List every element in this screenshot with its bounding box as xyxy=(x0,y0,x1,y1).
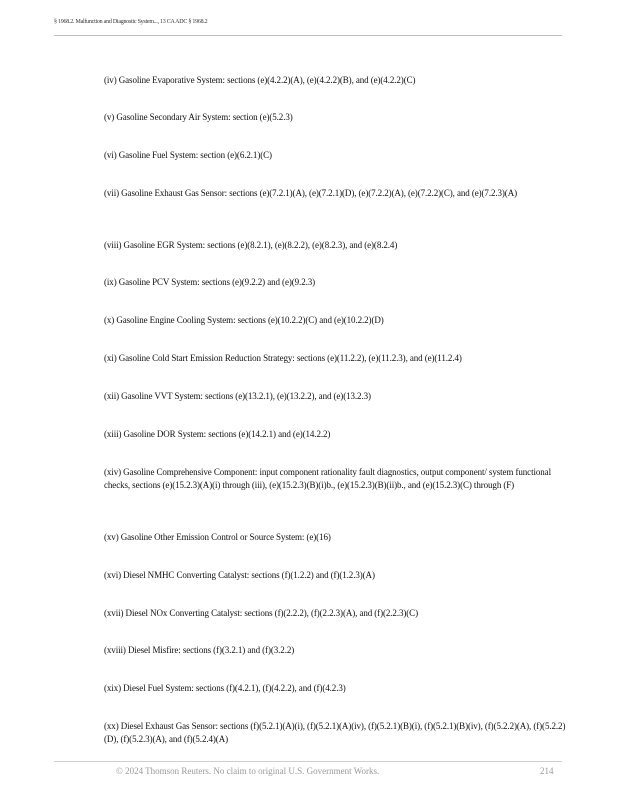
list-item: (xv) Gasoline Other Emission Control or Source System: (e)(16) xyxy=(104,532,331,542)
list-item: (xvii) Diesel NOx Converting Catalyst: sections (f)(2.2.2), (f)(2.2.3)(A), and (f)(2.2.3)(C) xyxy=(104,608,418,618)
list-item: (xviii) Diesel Misfire: sections (f)(3.2.1) and (f)(3.2.2) xyxy=(104,645,295,655)
list-item: (ix) Gasoline PCV System: sections (e)(9.2.2) and (e)(9.2.3) xyxy=(104,277,316,287)
list-item: (xiv) Gasoline Comprehensive Component: input component rationality fault diagnostics, output component/ system functional checks, sections (e)(15.2.3)(A)(i) through (iii), (e)(15.2.3)(B)(i)b., (e)(15.2.3)(B)(ii)b., and (e)(15.2.3)(C) through (F) xyxy=(104,467,551,490)
header-divider xyxy=(54,35,562,36)
copyright-notice: © 2024 Thomson Reuters. No claim to original U.S. Government Works. xyxy=(116,766,380,776)
list-item: (xii) Gasoline VVT System: sections (e)(13.2.1), (e)(13.2.2), and (e)(13.2.3) xyxy=(104,391,371,401)
running-header: § 1968.2. Malfunction and Diagnostic System..., 13 CA ADC § 1968.2 xyxy=(54,19,208,25)
list-item: (xvi) Diesel NMHC Converting Catalyst: sections (f)(1.2.2) and (f)(1.2.3)(A) xyxy=(104,570,375,580)
list-item: (xx) Diesel Exhaust Gas Sensor: sections (f)(5.2.1)(A)(i), (f)(5.2.1)(A)(iv), (f)(5.2.1)(B)(i), (f)(5.2.1)(B)(iv), (f)(5.2.2)(A), (f)(5.2.2)(D), (f)(5.2.3)(A), and (f)(5.2.4)(A) xyxy=(104,721,566,744)
footer-divider xyxy=(54,761,562,762)
list-item: (x) Gasoline Engine Cooling System: sections (e)(10.2.2)(C) and (e)(10.2.2)(D) xyxy=(104,315,384,325)
list-item: (v) Gasoline Secondary Air System: section (e)(5.2.3) xyxy=(104,112,293,122)
list-item: (xix) Diesel Fuel System: sections (f)(4.2.1), (f)(4.2.2), and (f)(4.2.3) xyxy=(104,683,346,693)
list-item: (xi) Gasoline Cold Start Emission Reduction Strategy: sections (e)(11.2.2), (e)(11.2.3), and (e)(11.2.4) xyxy=(104,353,462,363)
list-item: (vi) Gasoline Fuel System: section (e)(6.2.1)(C) xyxy=(104,150,272,160)
list-item: (viii) Gasoline EGR System: sections (e)(8.2.1), (e)(8.2.2), (e)(8.2.3), and (e)(8.2.4) xyxy=(104,240,398,250)
list-item: (iv) Gasoline Evaporative System: sections (e)(4.2.2)(A), (e)(4.2.2)(B), and (e)(4.2.2)(C) xyxy=(104,75,416,85)
page-number: 214 xyxy=(540,766,554,776)
list-item: (vii) Gasoline Exhaust Gas Sensor: sections (e)(7.2.1)(A), (e)(7.2.1)(D), (e)(7.2.2)(A), (e)(7.2.2)(C), and (e)(7.2.3)(A) xyxy=(104,188,518,198)
list-item: (xiii) Gasoline DOR System: sections (e)(14.2.1) and (e)(14.2.2) xyxy=(104,429,331,439)
